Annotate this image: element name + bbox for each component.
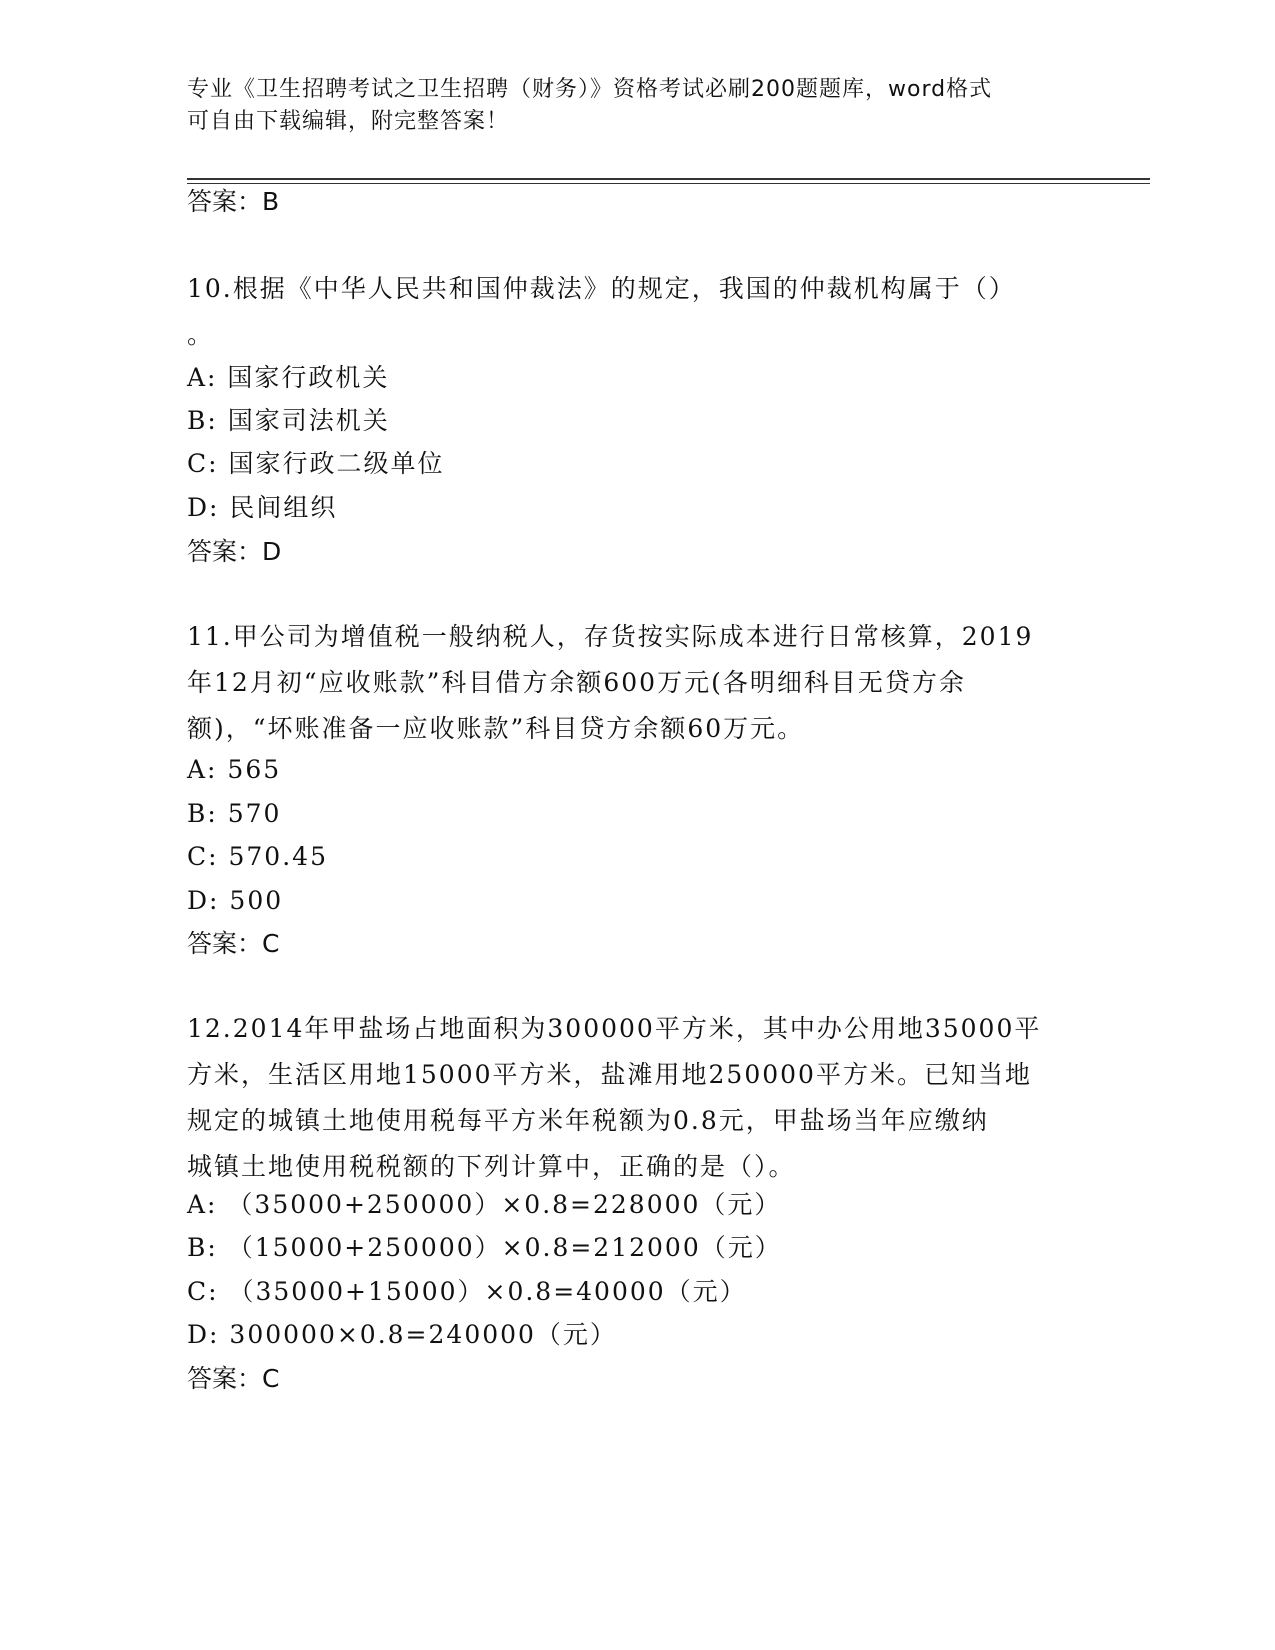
question-12 xyxy=(187,1006,1077,1190)
question-12-option-b: B: （15000+250000）×0.8=212000（元） xyxy=(187,1233,782,1262)
question-11-line-3: 额)，“坏账准备一应收账款”科目贷方余额60万元。 xyxy=(187,714,805,743)
question-10-line-2: 。 xyxy=(187,320,215,349)
question-12-answer: 答案：C xyxy=(187,1364,280,1393)
question-10-answer: 答案：D xyxy=(187,537,282,566)
question-11 xyxy=(187,614,1077,752)
question-10-option-d: D: 民间组织 xyxy=(187,493,338,522)
question-11-option-d: D: 500 xyxy=(187,886,284,915)
question-11-line-2: 年12月初“应收账款”科目借方余额600万元(各明细科目无贷方余 xyxy=(187,668,966,697)
header-line-1: 专业《卫生招聘考试之卫生招聘（财务）》资格考试必刷200题题库，word格式 xyxy=(187,77,993,102)
answer-previous: 答案：B xyxy=(187,187,280,216)
question-12-line-4: 城镇土地使用税税额的下列计算中，正确的是（）。 xyxy=(187,1152,796,1181)
question-12-option-a: A: （35000+250000）×0.8=228000（元） xyxy=(187,1190,782,1219)
question-12-line-3: 规定的城镇土地使用税每平方米年税额为0.8元，甲盐场当年应缴纳 xyxy=(187,1106,989,1135)
question-11-answer: 答案：C xyxy=(187,929,280,958)
question-12-option-c: C: （35000+15000）×0.8=40000（元） xyxy=(187,1277,747,1306)
question-12-line-2: 方米，生活区用地15000平方米，盐滩用地250000平方米。已知当地 xyxy=(187,1060,1032,1089)
question-10-option-c: C: 国家行政二级单位 xyxy=(187,449,445,478)
header-divider-thick xyxy=(187,178,1150,180)
question-11-option-c: C: 570.45 xyxy=(187,842,328,871)
question-11-option-b: B: 570 xyxy=(187,799,282,828)
header-line-2: 可自由下载编辑，附完整答案！ xyxy=(187,109,510,134)
question-12-option-d: D: 300000×0.8=240000（元） xyxy=(187,1320,617,1349)
question-12-line-1: 12.2014年甲盐场占地面积为300000平方米，其中办公用地35000平 xyxy=(187,1014,1042,1043)
question-10-option-b: B: 国家司法机关 xyxy=(187,406,390,435)
question-11-line-1: 11.甲公司为增值税一般纳税人，存货按实际成本进行日常核算，2019 xyxy=(187,622,1034,651)
header-divider-thin xyxy=(187,183,1150,184)
document-header xyxy=(187,74,1067,138)
question-10-option-a: A: 国家行政机关 xyxy=(187,363,390,392)
question-10 xyxy=(187,266,1077,358)
question-10-line-1: 10.根据《中华人民共和国仲裁法》的规定，我国的仲裁机构属于（） xyxy=(187,274,1016,303)
question-11-option-a: A: 565 xyxy=(187,755,282,784)
